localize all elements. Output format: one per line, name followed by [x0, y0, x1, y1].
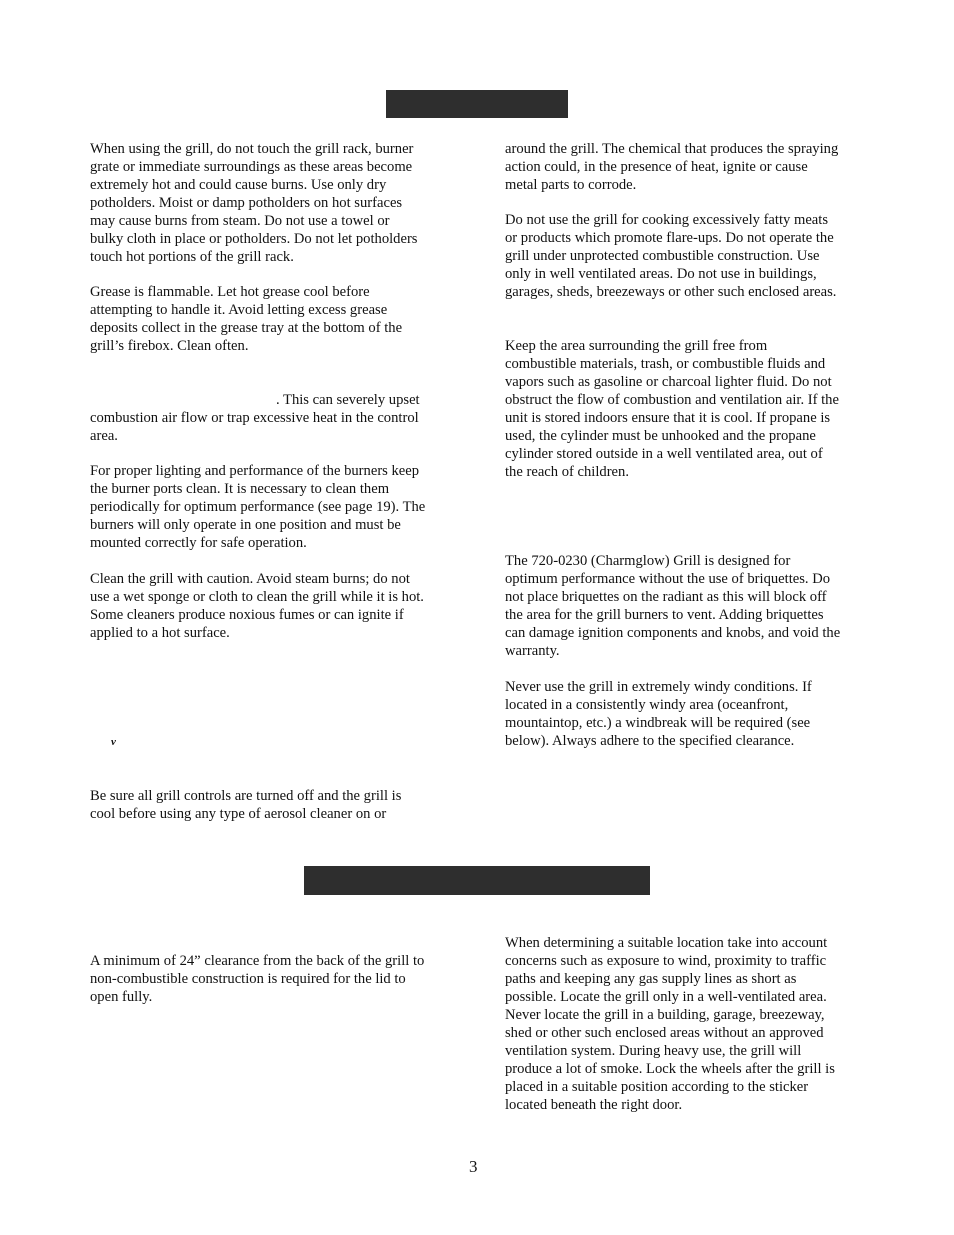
text-line: periodically for optimum performance (see page 19). The	[90, 499, 426, 515]
text-line: cool before using any type of aerosol cleaner on or	[90, 806, 387, 822]
text-line: action could, in the presence of heat, ignite or cause	[505, 159, 808, 175]
left-column-paragraph	[90, 462, 425, 552]
text-line: obstruct the flow of combustion and ventilation air. If the	[505, 392, 839, 408]
text-line: the area for the grill burners to vent. Adding briquettes	[505, 607, 824, 623]
left-column-paragraph	[90, 140, 418, 266]
text-line: ventilation system. During heavy use, the grill will	[505, 1043, 802, 1059]
text-line: may cause burns from steam. Do not use a towel or	[90, 213, 390, 229]
text-line: Do not use the grill for cooking excessively fatty meats	[505, 212, 829, 228]
location-left-paragraph	[90, 952, 424, 1006]
right-column-paragraph	[505, 140, 838, 194]
text-line: Keep the area surrounding the grill free from	[505, 338, 768, 354]
text-line: grate or immediate surroundings as these areas become	[90, 159, 413, 175]
text-line: unit is stored indoors ensure that it is cool. If propane is	[505, 410, 831, 426]
text-line: shed or other such enclosed areas without an approved	[505, 1025, 824, 1041]
right-column-paragraph	[505, 678, 812, 750]
text-line: Be sure all grill controls are turned off and the grill is	[90, 788, 402, 804]
text-line: Some cleaners produce noxious fumes or can ignite if	[90, 607, 404, 623]
text-line: For proper lighting and performance of the burners keep	[90, 463, 420, 479]
text-line: The 720-0230 (Charmglow) Grill is designed for	[505, 553, 791, 569]
text-line: grill under unprotected combustible construction. Use	[505, 248, 820, 264]
text-line: vapors such as gasoline or charcoal lighter fluid. Do not	[505, 374, 832, 390]
text-line: located in a consistently windy area (oceanfront,	[505, 697, 789, 713]
text-line: mounted correctly for safe operation.	[90, 535, 307, 551]
text-line: area.	[90, 428, 118, 444]
text-line: extremely hot and could cause burns. Use only dry	[90, 177, 387, 193]
text-line: use a wet sponge or cloth to clean the grill while it is hot.	[90, 589, 424, 605]
text-line: attempting to handle it. Avoid letting excess grease	[90, 302, 388, 318]
text-line: applied to a hot surface.	[90, 625, 230, 641]
text-line: garages, sheds, breezeways or other such enclosed areas.	[505, 284, 837, 300]
text-line: around the grill. The chemical that produces the spraying	[505, 141, 839, 157]
text-line: or products which promote flare-ups. Do not operate the	[505, 230, 834, 246]
text-line: optimum performance without the use of briquettes. Do	[505, 571, 831, 587]
text-line: concerns such as exposure to wind, proximity to traffic	[505, 953, 827, 969]
text-line: A minimum of 24” clearance from the back of the grill to	[90, 953, 425, 969]
right-column-paragraph	[505, 211, 836, 301]
text-line: potholders. Moist or damp potholders on hot surfaces	[90, 195, 403, 211]
text-line: bulky cloth in place or potholders. Do not let potholders	[90, 231, 418, 247]
text-line: Grease is flammable. Let hot grease cool before	[90, 284, 370, 300]
page-number: 3	[469, 1157, 478, 1176]
text-line: When determining a suitable location take into account	[505, 935, 828, 951]
text-line: When using the grill, do not touch the grill rack, burner	[90, 141, 414, 157]
text-line: placed in a suitable position according to the sticker	[505, 1079, 809, 1095]
text-line: can damage ignition components and knobs, and void the	[505, 625, 841, 641]
text-line: mountaintop, etc.) a windbreak will be required (see	[505, 715, 811, 731]
text-line: burners will only operate in one position and must be	[90, 517, 401, 533]
text-line: only in well ventilated areas. Do not use in buildings,	[505, 266, 817, 282]
text-line: warranty.	[505, 643, 560, 659]
left-column-paragraph	[111, 736, 116, 748]
text-line: combustion air flow or trap excessive heat in the control	[90, 410, 419, 426]
text-line: Never locate the grill in a building, garage, breezeway,	[505, 1007, 825, 1023]
text-line: the burner ports clean. It is necessary to clean them	[90, 481, 390, 497]
right-column-paragraph	[505, 552, 840, 660]
text-line: not place briquettes on the radiant as this will block off	[505, 589, 827, 605]
left-column-paragraph	[90, 787, 401, 823]
text-line: deposits collect in the grease tray at the bottom of the	[90, 320, 403, 336]
text-line: Clean the grill with caution. Avoid steam burns; do not	[90, 571, 410, 587]
text-line: grill’s firebox. Clean often.	[90, 338, 249, 354]
text-line: Never use the grill in extremely windy conditions. If	[505, 679, 812, 695]
text-line: metal parts to corrode.	[505, 177, 637, 193]
text-line: produce a lot of smoke. Lock the wheels after the grill is	[505, 1061, 835, 1077]
text-line: the reach of children.	[505, 464, 629, 480]
left-column-paragraph	[90, 283, 402, 355]
text-line: cylinder stored outside in a well ventilated area, out of	[505, 446, 823, 462]
text-line: non-combustible construction is required for the lid to	[90, 971, 406, 987]
text-line: v	[111, 736, 116, 748]
text-line: touch hot portions of the grill rack.	[90, 249, 294, 265]
text-line: located beneath the right door.	[505, 1097, 683, 1113]
text-line: possible. Locate the grill only in a well-ventilated area.	[505, 989, 827, 1005]
text-line: used, the cylinder must be unhooked and the propane	[505, 428, 816, 444]
right-column-paragraph	[505, 337, 839, 481]
text-line: . This can severely upset	[276, 392, 420, 408]
left-column-paragraph	[90, 391, 420, 445]
section-heading-bar-safety	[386, 90, 568, 118]
section-heading-bar-location	[304, 866, 650, 895]
location-right-paragraph	[505, 934, 835, 1114]
left-column-paragraph	[90, 570, 424, 642]
text-line: paths and keeping any gas supply lines as short as	[505, 971, 797, 987]
text-line: open fully.	[90, 989, 153, 1005]
text-line: combustible materials, trash, or combustible fluids and	[505, 356, 826, 372]
text-line: below). Always adhere to the specified clearance.	[505, 733, 795, 749]
